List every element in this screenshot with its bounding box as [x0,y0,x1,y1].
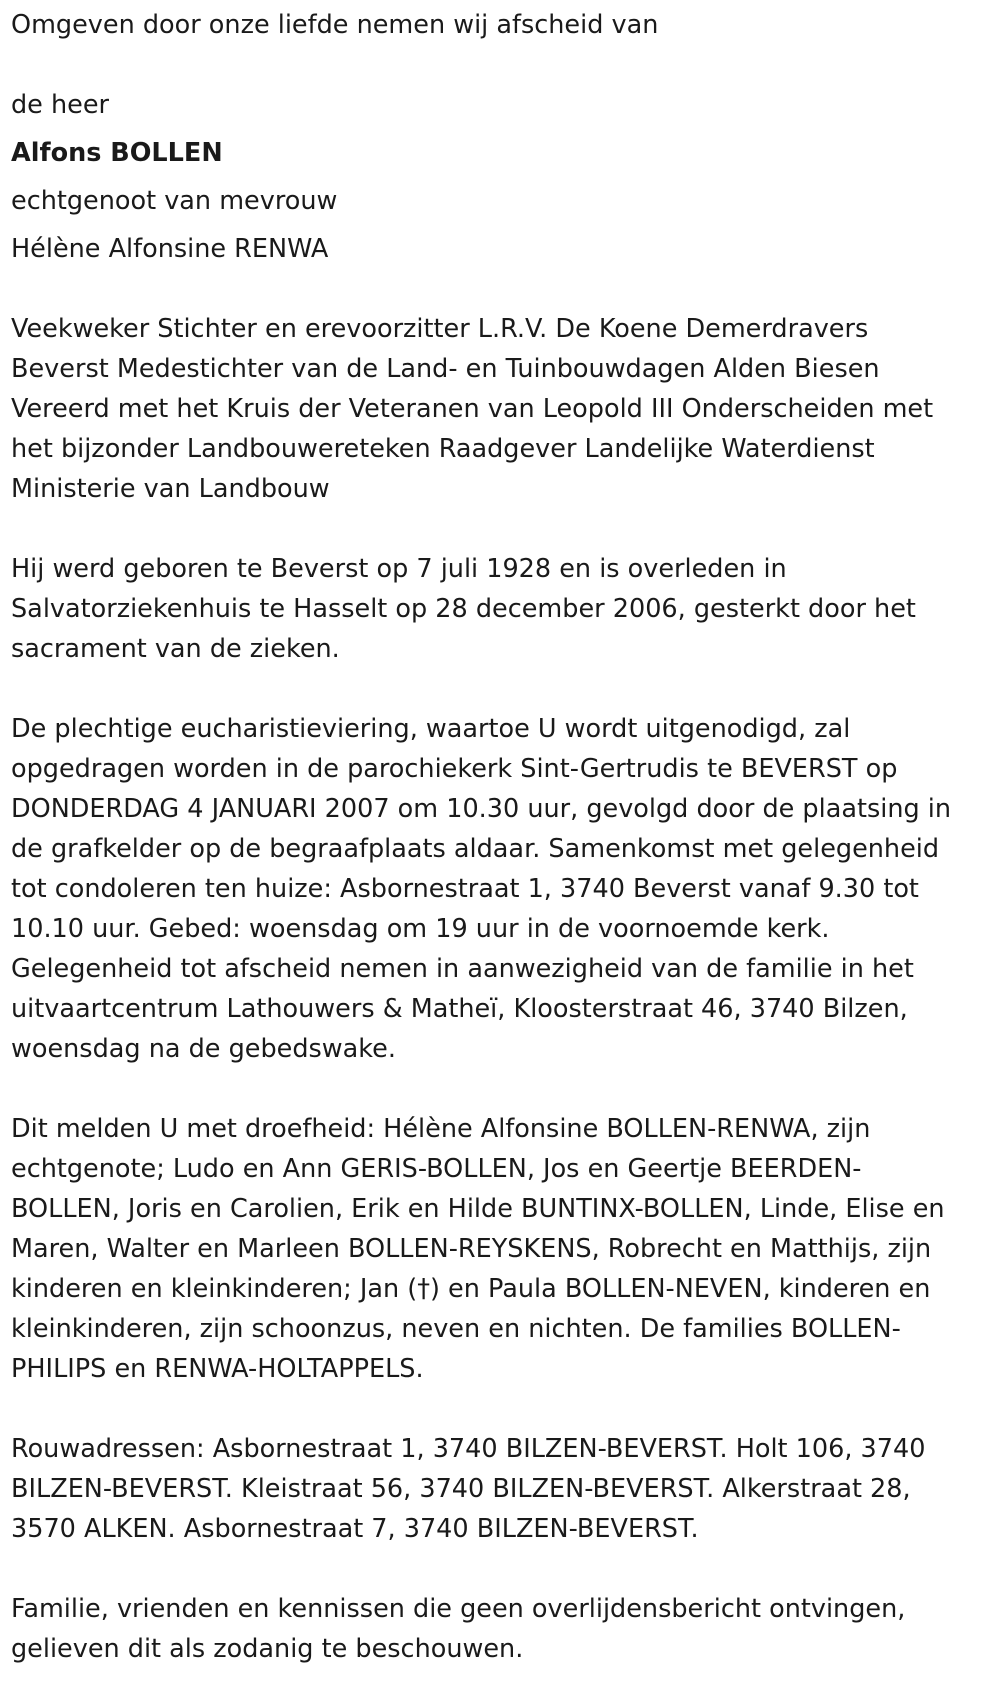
ceremony-paragraph [11,709,1000,1069]
text-line: kinderen en kleinkinderen; Jan (†) en Paula BOLLEN-NEVEN, kinderen en [11,1274,931,1304]
text-line: DONDERDAG 4 JANUARI 2007 om 10.30 uur, gevolgd door de plaatsing in [11,794,952,824]
text-line: BOLLEN, Joris en Carolien, Erik en Hilde BUNTINX-BOLLEN, Linde, Elise en [11,1194,945,1224]
text-line: Maren, Walter en Marleen BOLLEN-REYSKENS, Robrecht en Matthijs, zijn [11,1234,932,1264]
title-line: de heer [11,90,110,120]
text-line: woensdag na de gebedswake. [11,1034,396,1064]
text-line: Vereerd met het Kruis der Veteranen van Leopold III Onderscheiden met [11,394,934,424]
deceased-name: Alfons BOLLEN [11,138,223,168]
text-line: Ministerie van Landbouw [11,474,330,504]
closing-paragraph [11,1589,1000,1669]
text-line: Familie, vrienden en kennissen die geen overlijdensbericht ontvingen, [11,1594,906,1624]
text-line: Hij werd geboren te Beverst op 7 juli 1928 en is overleden in [11,554,787,584]
titles-paragraph [11,309,1000,509]
spacer [11,173,1000,181]
text-line: Salvatorziekenhuis te Hasselt op 28 december 2006, gesterkt door het [11,594,916,624]
spouse-label: echtgenoot van mevrouw [11,186,338,216]
text-line: de grafkelder op de begraafplaats aldaar. Samenkomst met gelegenheid [11,834,940,864]
text-line: kleinkinderen, zijn schoonzus, neven en nichten. De families BOLLEN- [11,1314,901,1344]
text-line: 10.10 uur. Gebed: woensdag om 19 uur in de voornoemde kerk. [11,914,830,944]
spacer [11,45,1000,85]
spacer [11,1069,1000,1109]
text-line: uitvaartcentrum Lathouwers & Matheï, Kloosterstraat 46, 3740 Bilzen, [11,994,908,1024]
text-line: BILZEN-BEVERST. Kleistraat 56, 3740 BILZEN-BEVERST. Alkerstraat 28, [11,1474,911,1504]
birth-paragraph [11,549,1000,669]
text-line: Rouwadressen: Asbornestraat 1, 3740 BILZEN-BEVERST. Holt 106, 3740 [11,1434,926,1464]
spacer [11,1549,1000,1589]
text-line: sacrament van de zieken. [11,634,340,664]
text-line: echtgenote; Ludo en Ann GERIS-BOLLEN, Jos en Geertje BEERDEN- [11,1154,862,1184]
intro-line: Omgeven door onze liefde nemen wij afscheid van [11,10,659,40]
family-paragraph [11,1109,1000,1389]
spacer [11,1389,1000,1429]
text-line: De plechtige eucharistieviering, waartoe U wordt uitgenodigd, zal [11,714,851,744]
spouse-name: Hélène Alfonsine RENWA [11,234,329,264]
spacer [11,221,1000,229]
text-line: gelieven dit als zodanig te beschouwen. [11,1634,524,1664]
spacer [11,269,1000,309]
spacer [11,669,1000,709]
text-line: PHILIPS en RENWA-HOLTAPPELS. [11,1354,424,1384]
text-line: Veekweker Stichter en erevoorzitter L.R.V. De Koene Demerdravers [11,314,869,344]
spacer [11,125,1000,133]
text-line: tot condoleren ten huize: Asbornestraat 1, 3740 Beverst vanaf 9.30 tot [11,874,919,904]
text-line: het bijzonder Landbouwereteken Raadgever Landelijke Waterdienst [11,434,875,464]
spacer [11,509,1000,549]
text-line: Dit melden U met droefheid: Hélène Alfonsine BOLLEN-RENWA, zijn [11,1114,871,1144]
text-line: Gelegenheid tot afscheid nemen in aanwezigheid van de familie in het [11,954,914,984]
text-line: Beverst Medestichter van de Land- en Tuinbouwdagen Alden Biesen [11,354,880,384]
text-line: opgedragen worden in de parochiekerk Sint-Gertrudis te BEVERST op [11,754,898,784]
text-line: 3570 ALKEN. Asbornestraat 7, 3740 BILZEN-BEVERST. [11,1514,699,1544]
addresses-paragraph [11,1429,1000,1549]
